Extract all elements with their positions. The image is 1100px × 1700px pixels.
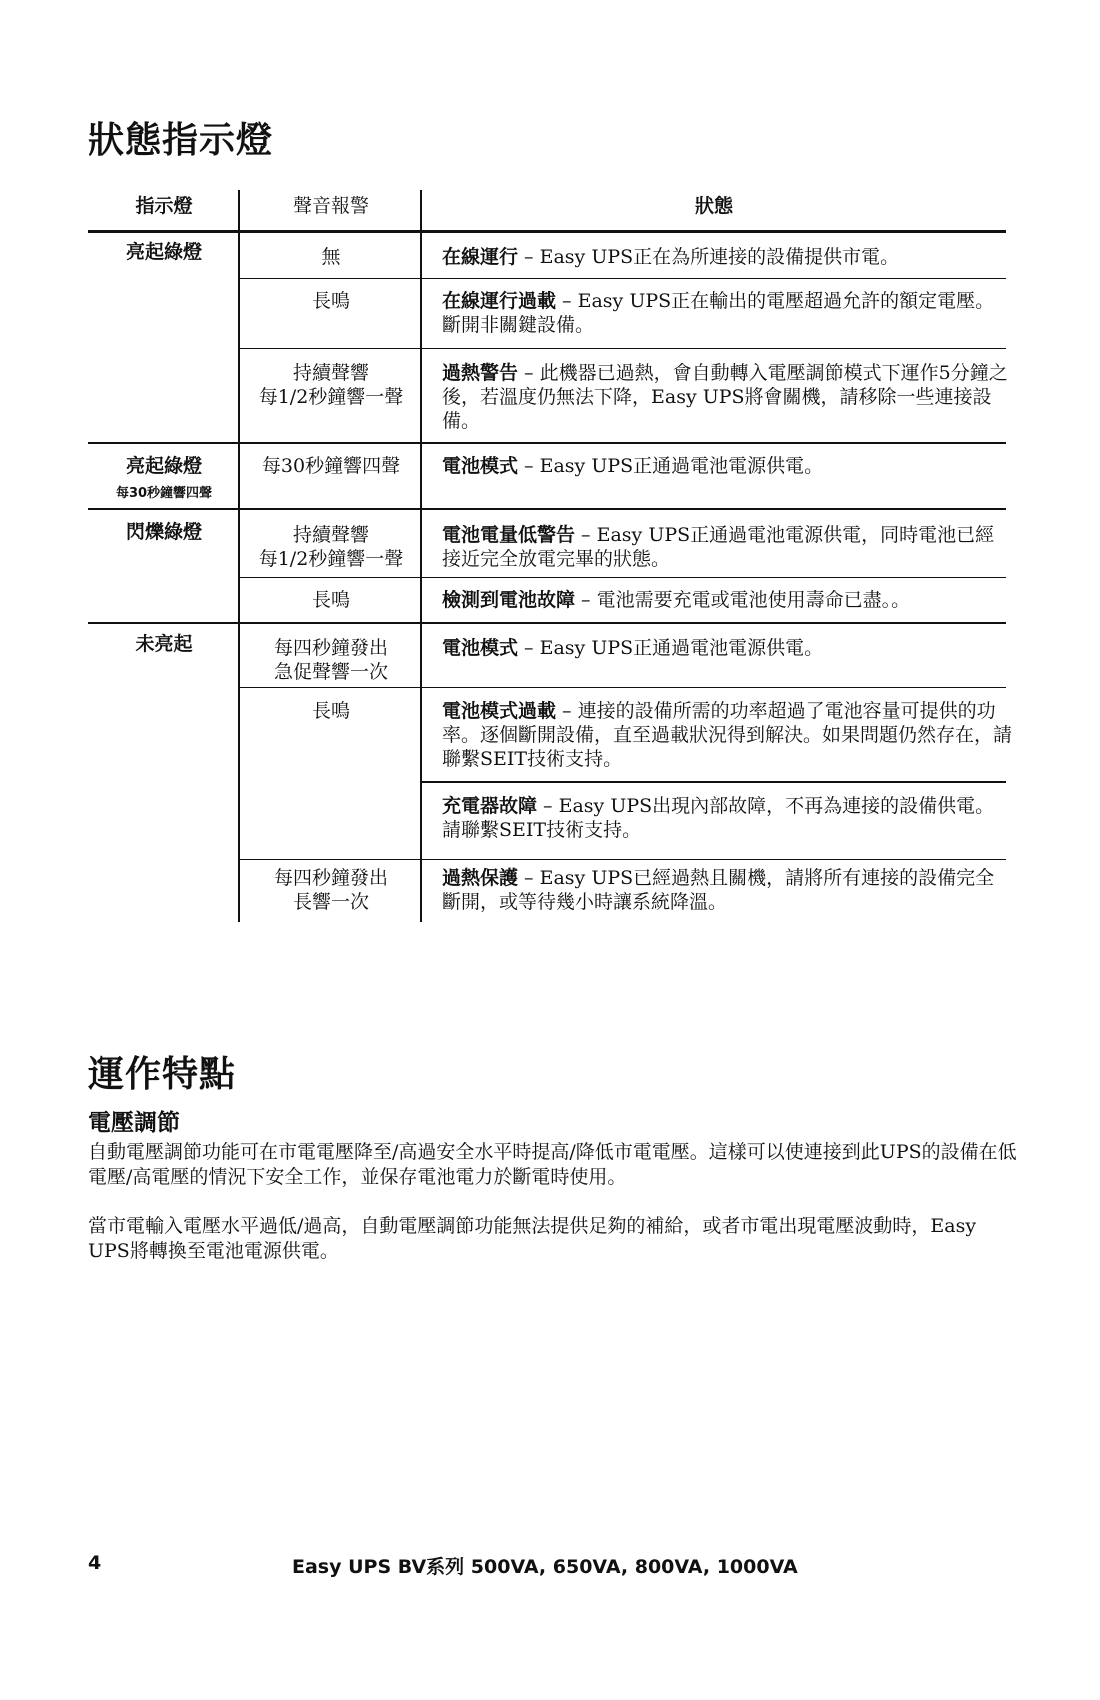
- status-cell: 電池模式過載 – 連接的設備所需的功率超過了電池容量可提供的功率。逐個斷開設備，直至過載狀況得到解決。如果問題仍然存在，請聯繫SEIT技術支持。: [442, 700, 1013, 770]
- indicator-cell: 亮起綠燈: [125, 241, 202, 263]
- status-cell: 充電器故障 – Easy UPS出現內部故障，不再為連接的設備供電。請聯繫SEIT技術支持。: [442, 795, 995, 841]
- sound-cell: 長鳴: [311, 700, 350, 722]
- sound-cell: 長鳴: [311, 589, 350, 611]
- status-cell: 檢測到電池故障 – 電池需要充電或電池使用壽命已盡。。: [442, 589, 911, 611]
- status-cell: 過熱警告 – 此機器已過熱，會自動轉入電壓調節模式下運作5分鐘之後，若溫度仍無法下降，Easy UPS將會關機，請移除一些連接設備。: [442, 362, 1008, 432]
- voltage-regulation-subtitle: 電壓調節: [88, 1110, 180, 1136]
- status-cell: 電池模式 – Easy UPS正通過電池電源供電。: [442, 455, 824, 477]
- status-cell: 在線運行過載 – Easy UPS正在輸出的電壓超過允許的額定電壓。斷開非關鍵設備。: [442, 290, 995, 336]
- sound-cell: 持續聲響 每1/2秒鐘響一聲: [258, 362, 404, 408]
- row-rule: [420, 781, 1006, 783]
- paragraph: 自動電壓調節功能可在市電電壓降至/高過安全水平時提高/降低市電電壓。這樣可以使連接到此UPS的設備在低電壓/高電壓的情況下安全工作，並保存電池電力於斷電時使用。: [88, 1141, 1017, 1188]
- sound-cell: 每30秒鐘響四聲: [261, 455, 401, 477]
- sound-cell: 持續聲響 每1/2秒鐘響一聲: [258, 524, 404, 570]
- header-sound: 聲音報警: [292, 195, 369, 217]
- indicator-cell: 亮起綠燈: [125, 455, 202, 477]
- row-rule: [240, 348, 1006, 349]
- status-cell: 在線運行 – Easy UPS正在為所連接的設備提供市電。: [442, 246, 900, 268]
- header-rule: [88, 230, 1006, 233]
- sound-cell: 每四秒鐘發出 長響一次: [273, 867, 388, 913]
- group-rule: [88, 508, 1006, 510]
- status-cell: 電池電量低警告 – Easy UPS正通過電池電源供電，同時電池已經接近完全放電完畢的狀態。: [442, 524, 995, 570]
- sound-cell: 每四秒鐘發出 急促聲響一次: [273, 637, 388, 683]
- header-indicator: 指示燈: [135, 195, 193, 217]
- page-number: 4: [88, 1552, 102, 1574]
- operation-features-title: 運作特點: [88, 1054, 237, 1095]
- paragraph: 當市電輸入電壓水平過低/過高，自動電壓調節功能無法提供足夠的補給，或者市電出現電壓波動時，Easy UPS將轉換至電池電源供電。: [88, 1215, 977, 1262]
- status-cell: 過熱保護 – Easy UPS已經過熱且關機，請將所有連接的設備完全斷開，或等待幾小時讓系統降溫。: [442, 867, 995, 913]
- row-rule: [240, 278, 1006, 279]
- indicator-subtext: 每30秒鐘響四聲: [115, 486, 213, 501]
- indicator-cell: 未亮起: [135, 633, 193, 655]
- row-rule: [240, 577, 1006, 578]
- sound-cell: 長鳴: [311, 290, 350, 312]
- group-rule: [88, 622, 1006, 624]
- footer-title: Easy UPS BV系列 500VA, 650VA, 800VA, 1000VA: [292, 1556, 798, 1578]
- indicator-cell: 閃爍綠燈: [125, 521, 202, 543]
- row-rule: [240, 859, 1006, 860]
- sound-cell: 無: [321, 246, 341, 268]
- status-indicator-title: 狀態指示燈: [88, 120, 274, 161]
- row-rule: [240, 687, 1006, 688]
- header-status: 狀態: [694, 195, 733, 217]
- group-rule: [88, 442, 1006, 444]
- status-cell: 電池模式 – Easy UPS正通過電池電源供電。: [442, 637, 824, 659]
